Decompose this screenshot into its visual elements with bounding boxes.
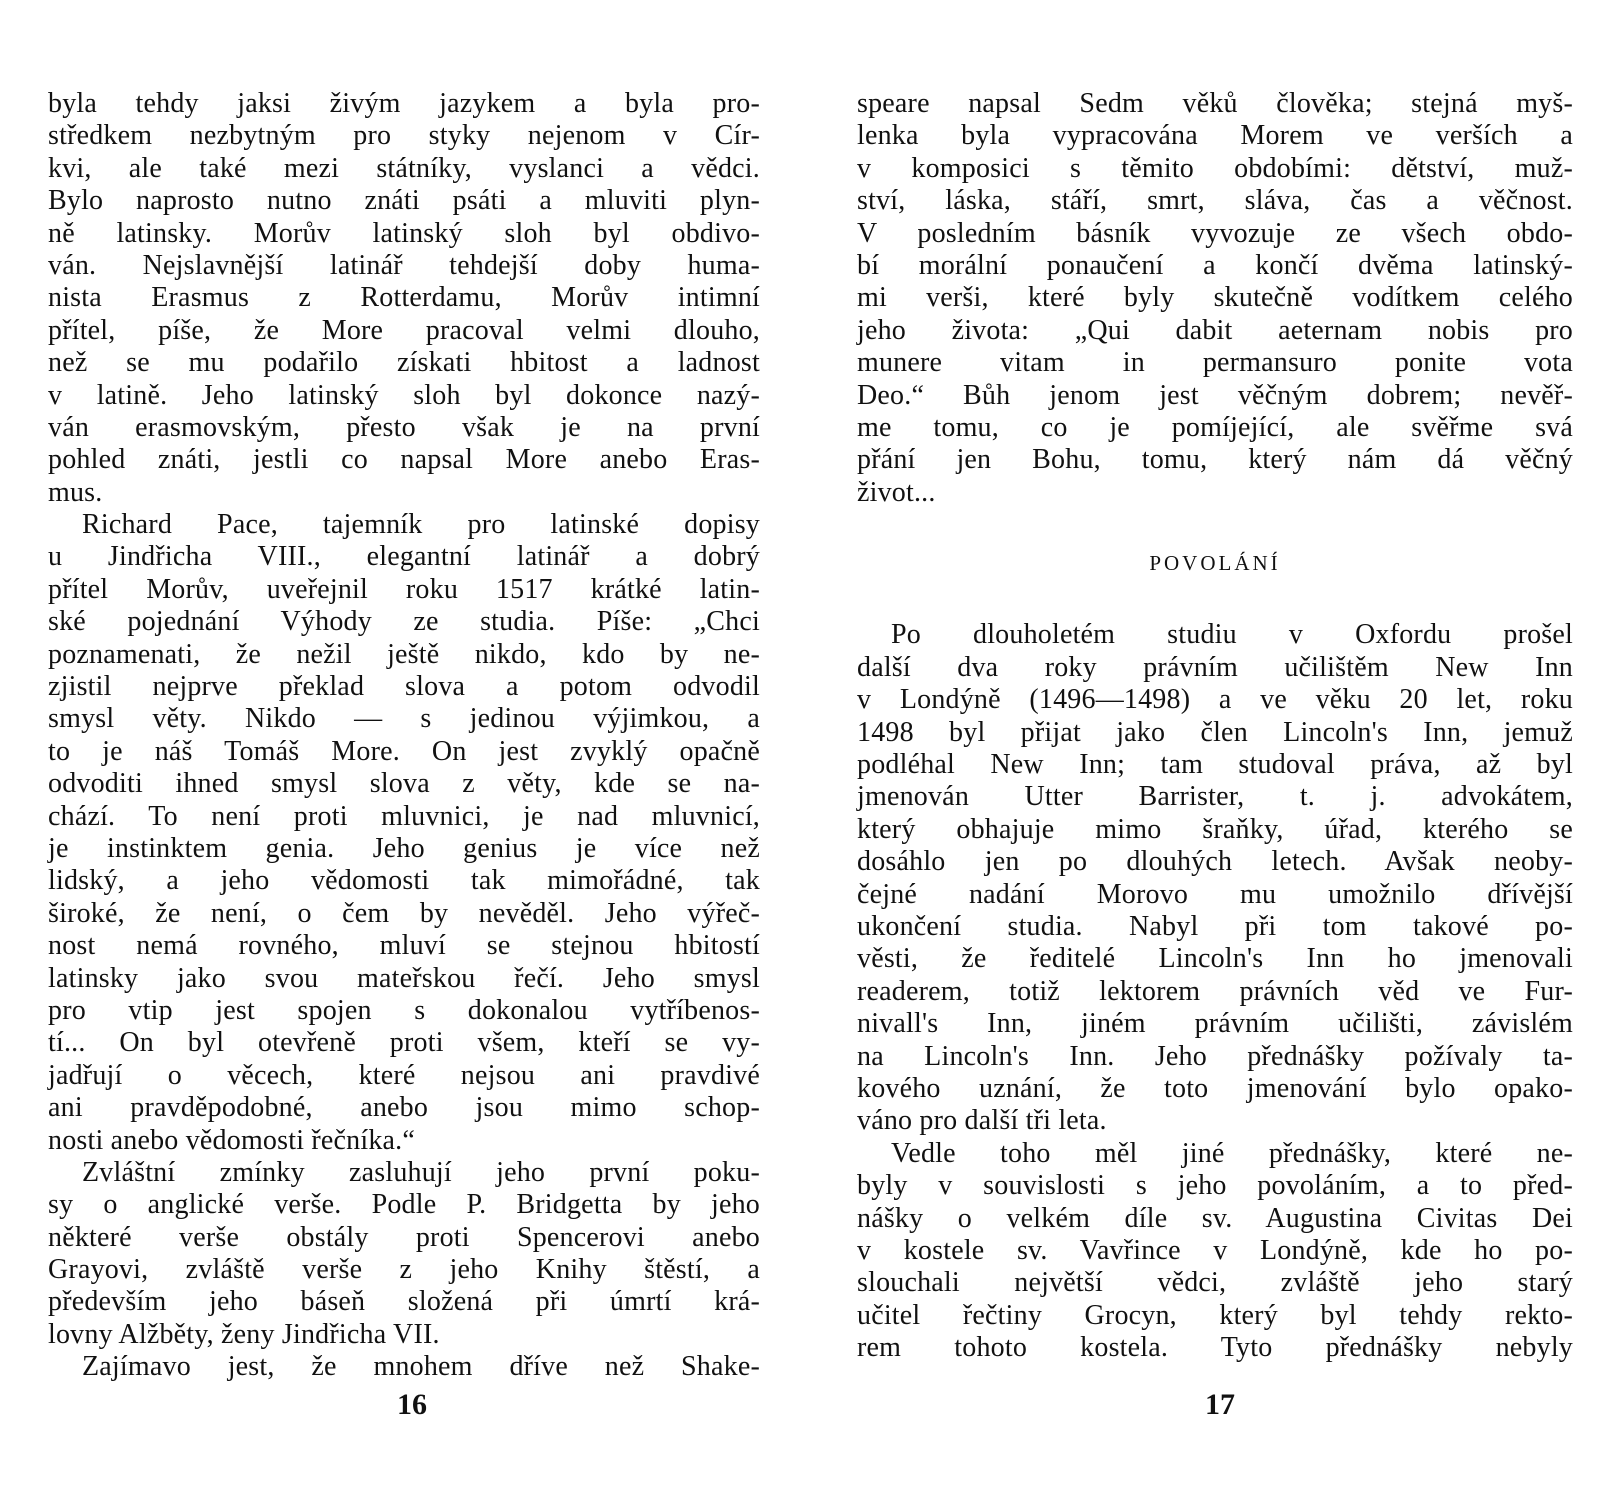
text-line: kového uznání, že toto jmenování bylo opako-: [857, 1072, 1573, 1104]
right-page: [857, 88, 1573, 1364]
text-line: chází. To není proti mluvnici, je nad mluvnicí,: [48, 800, 760, 832]
text-line: 1498 byl přijat jako člen Lincoln's Inn, jemuž: [857, 716, 1573, 748]
text-line: smysl věty. Nikdo — s jedinou výjimkou, a: [48, 703, 760, 735]
text-line: v kostele sv. Vavřince v Londýně, kde ho po-: [857, 1234, 1573, 1266]
text-line: slouchali největší vědci, zvláště jeho starý: [857, 1267, 1573, 1299]
text-line: některé verše obstály proti Spencerovi anebo: [48, 1221, 760, 1253]
text-line: nášky o velkém díle sv. Augustina Civitas Dei: [857, 1202, 1573, 1234]
text-line: široké, že není, o čem by nevěděl. Jeho výřeč-: [48, 897, 760, 929]
page-number-right: 17: [1205, 1388, 1235, 1421]
text-line: je instinktem genia. Jeho genius je více než: [48, 832, 760, 864]
text-line: zjistil nejprve překlad slova a potom odvodil: [48, 671, 760, 703]
text-line: v komposici s těmito obdobími: dětství, muž-: [857, 152, 1573, 184]
text-line: jadřují o věcech, které nejsou ani pravdivé: [48, 1059, 760, 1091]
text-line: munere vitam in permansuro ponite vota: [857, 347, 1573, 379]
text-line: Vedle toho měl jiné přednášky, které ne-: [891, 1137, 1573, 1169]
text-line: ství, láska, stáří, smrt, sláva, čas a věčnost.: [857, 185, 1573, 217]
text-line: pro vtip jest spojen s dokonalou vytříbenos-: [48, 994, 760, 1026]
text-line: v Londýně (1496—1498) a ve věku 20 let, roku: [857, 684, 1573, 716]
text-line: Zvláštní zmínky zasluhují jeho první poku-: [82, 1156, 760, 1188]
text-line: mus.: [48, 476, 103, 508]
text-line: poznamenati, že nežil ještě nikdo, kdo by ne-: [48, 638, 760, 670]
text-line: Zajímavo jest, že mnohem dříve než Shake-: [82, 1351, 760, 1383]
text-line: Grayovi, zvláště verše z jeho Knihy štěstí, a: [48, 1254, 760, 1286]
text-line: nista Erasmus z Rotterdamu, Morův intimní: [48, 282, 760, 314]
text-line: lenka byla vypracována Morem ve verších a: [857, 120, 1573, 152]
text-line: byly v souvislosti s jeho povoláním, a to před-: [857, 1170, 1573, 1202]
text-line: ván erasmovským, přesto však je na první: [48, 411, 760, 443]
text-line: tí... On byl otevřeně proti všem, kteří se vy-: [48, 1027, 760, 1059]
text-line: kvi, ale také mezi státníky, vyslanci a vědci.: [48, 152, 760, 184]
text-line: na Lincoln's Inn. Jeho přednášky požívaly ta-: [857, 1040, 1573, 1072]
text-line: speare napsal Sedm věků člověka; stejná myš-: [857, 88, 1573, 119]
text-line: u Jindřicha VIII., elegantní latinář a dobrý: [48, 541, 760, 573]
text-line: jmenován Utter Barrister, t. j. advokátem,: [857, 781, 1573, 813]
text-line: latinsky jako svou mateřskou řečí. Jeho smysl: [48, 962, 760, 994]
text-line: ukončení studia. Nabyl při tom takové po-: [857, 910, 1573, 942]
text-line: další dva roky právním učilištěm New Inn: [857, 651, 1573, 683]
text-line: přání jen Bohu, tomu, který nám dá věčný: [857, 444, 1573, 476]
text-line: život...: [857, 476, 936, 508]
text-line: byla tehdy jaksi živým jazykem a byla pro-: [48, 88, 760, 119]
text-line: rem tohoto kostela. Tyto přednášky nebyly: [857, 1332, 1573, 1364]
text-line: mi verši, které byly skutečně vodítkem celého: [857, 282, 1573, 314]
text-line: především jeho báseň složená při úmrtí krá-: [48, 1286, 760, 1318]
text-line: než se mu podařilo získati hbitost a ladnost: [48, 347, 760, 379]
text-line: přítel Morův, uveřejnil roku 1517 krátké latin-: [48, 573, 760, 605]
text-line: Bylo naprosto nutno znáti psáti a mluviti plyn-: [48, 185, 760, 217]
text-line: středkem nezbytným pro styky nejenom v Cír-: [48, 120, 760, 152]
text-line: Deo.“ Bůh jenom jest věčným dobrem; nevěř-: [857, 379, 1573, 411]
text-line: ně latinsky. Morův latinský sloh byl obdivo-: [48, 217, 760, 249]
text-line: který obhajuje mimo šraňky, úřad, kterého se: [857, 813, 1573, 845]
section-heading: POVOLÁNÍ: [1149, 551, 1281, 576]
text-line: bí morální ponaučení a končí dvěma latinský-: [857, 249, 1573, 281]
text-line: dosáhlo jen po dlouhých letech. Avšak neoby-: [857, 846, 1573, 878]
text-line: me tomu, co je pomíjející, ale svěřme svá: [857, 411, 1573, 443]
left-page: [48, 88, 760, 1384]
text-line: nivall's Inn, jiném právním učilišti, závislém: [857, 1008, 1573, 1040]
text-line: čejné nadání Morovo mu umožnilo dřívější: [857, 878, 1573, 910]
text-line: lovny Alžběty, ženy Jindřicha VII.: [48, 1318, 440, 1350]
text-line: ské pojednání Výhody ze studia. Píše: „Chci: [48, 606, 760, 638]
text-line: v latině. Jeho latinský sloh byl dokonce nazý-: [48, 379, 760, 411]
text-line: Richard Pace, tajemník pro latinské dopisy: [82, 509, 760, 541]
text-line: odvoditi ihned smysl slova z věty, kde se na-: [48, 768, 760, 800]
page-number-left: 16: [397, 1388, 427, 1421]
text-line: věsti, že ředitelé Lincoln's Inn ho jmenovali: [857, 943, 1573, 975]
text-line: váno pro další tři leta.: [857, 1105, 1107, 1137]
text-line: V posledním básník vyvozuje ze všech obdo-: [857, 217, 1573, 249]
text-line: ván. Nejslavnější latinář tehdejší doby huma-: [48, 249, 760, 281]
text-line: přítel, píše, že More pracoval velmi dlouho,: [48, 314, 760, 346]
text-line: Po dlouholetém studiu v Oxfordu prošel: [891, 619, 1573, 651]
text-line: ani pravděpodobné, anebo jsou mimo schop-: [48, 1092, 760, 1124]
text-line: lidský, a jeho vědomosti tak mimořádné, tak: [48, 865, 760, 897]
text-line: to je náš Tomáš More. On jest zvyklý opačně: [48, 735, 760, 767]
text-line: nost nemá rovného, mluví se stejnou hbitostí: [48, 930, 760, 962]
text-line: sy o anglické verše. Podle P. Bridgetta by jeho: [48, 1189, 760, 1221]
text-line: jeho života: „Qui dabit aeternam nobis pro: [857, 314, 1573, 346]
text-line: nosti anebo vědomosti řečníka.“: [48, 1124, 415, 1156]
text-line: pohled znáti, jestli co napsal More anebo Eras-: [48, 444, 760, 476]
text-line: podléhal New Inn; tam studoval práva, až byl: [857, 749, 1573, 781]
text-line: readerem, totiž lektorem právních věd ve Fur-: [857, 975, 1573, 1007]
text-line: učitel řečtiny Grocyn, který byl tehdy rekto-: [857, 1299, 1573, 1331]
